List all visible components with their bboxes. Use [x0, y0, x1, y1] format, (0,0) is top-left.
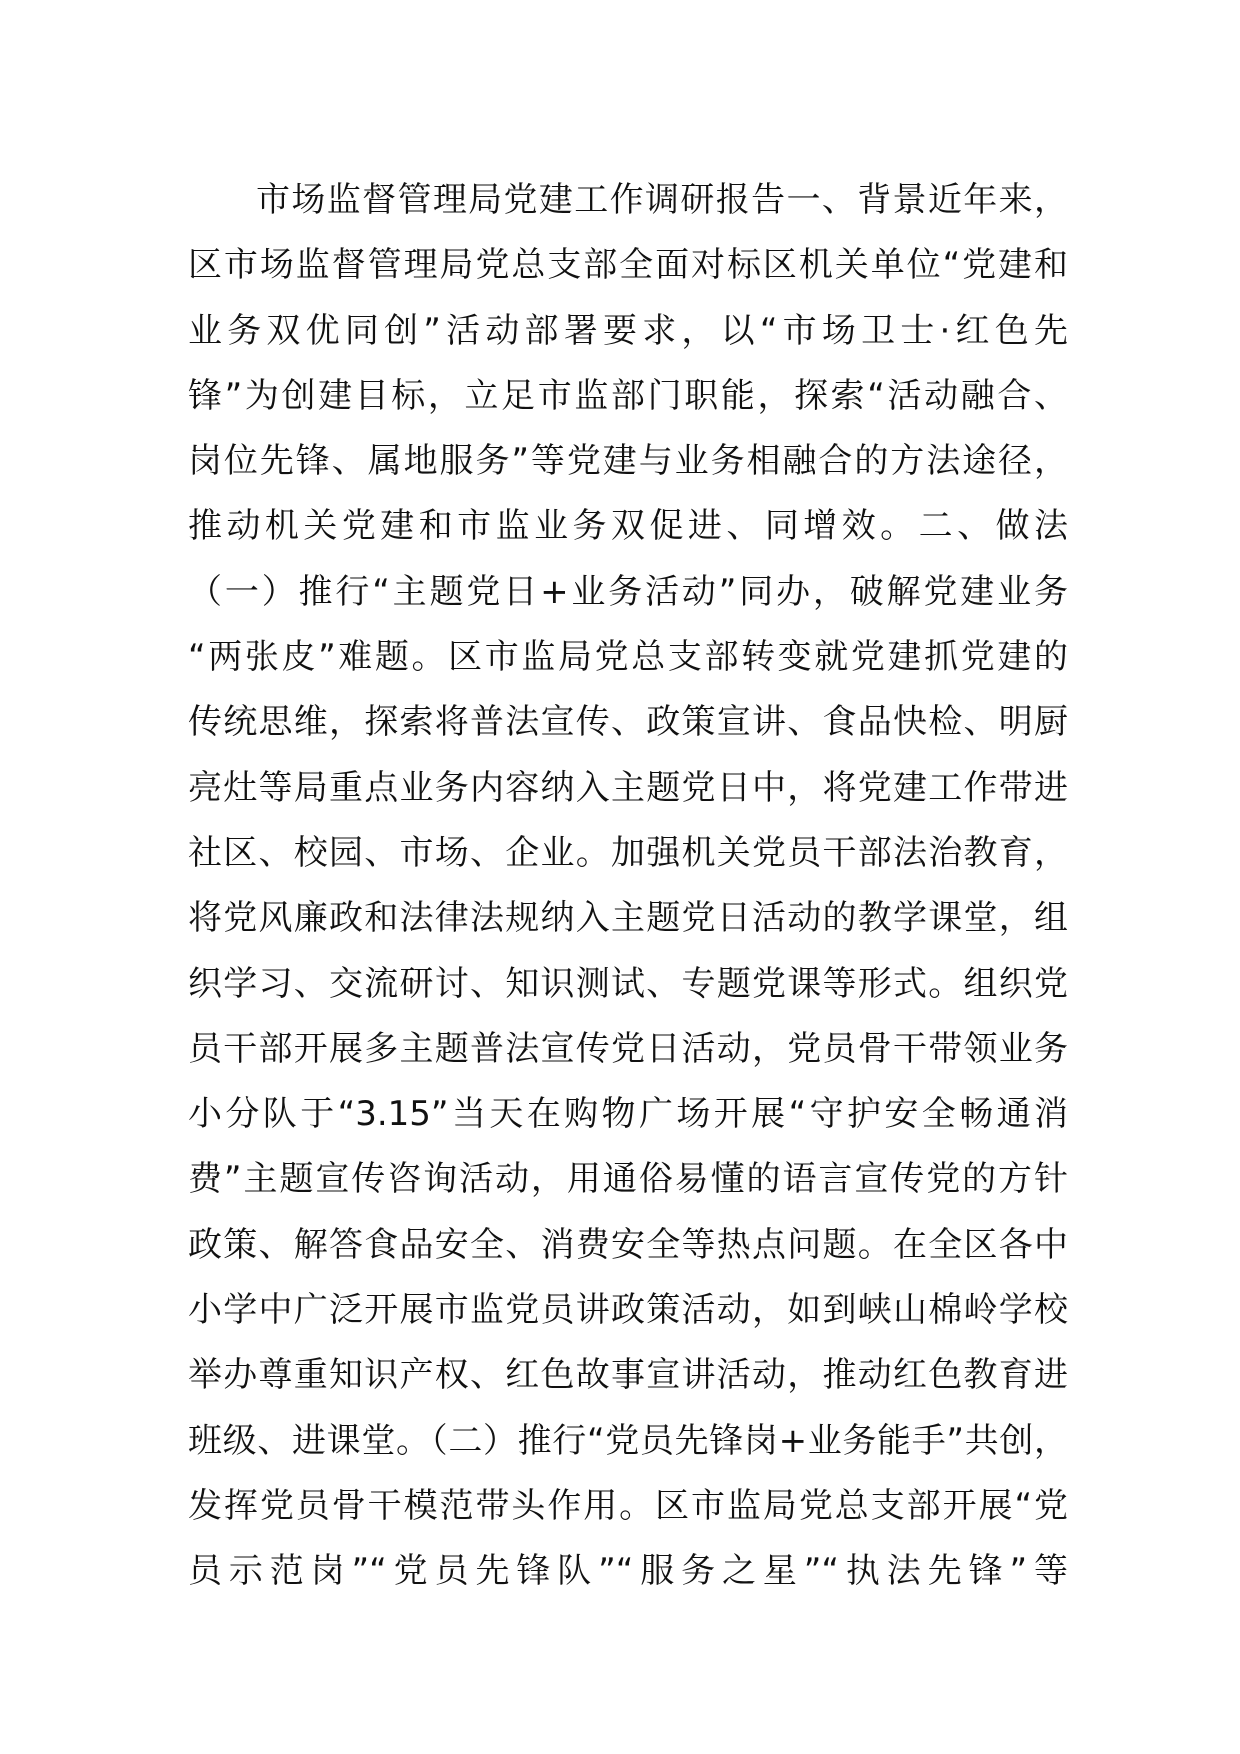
- body-line: 岗位先锋、属地服务”等党建与业务相融合的方法途径，: [188, 441, 1068, 482]
- body-line: 发挥党员骨干模范带头作用。区市监局党总支部开展“党: [188, 1485, 1068, 1526]
- body-line: 将党风廉政和法律法规纳入主题党日活动的教学课堂，组: [188, 898, 1068, 939]
- body-line: 小学中广泛开展市监党员讲政策活动，如到峡山棉岭学校: [188, 1290, 1068, 1331]
- body-line: 举办尊重知识产权、红色故事宣讲活动，推动红色教育进: [188, 1355, 1068, 1396]
- body-line: 推动机关党建和市监业务双促进、同增效。二、做法: [188, 506, 1068, 547]
- body-line: “两张皮”难题。区市监局党总支部转变就党建抓党建的: [188, 637, 1068, 678]
- body-line: 市场监督管理局党建工作调研报告一、背景近年来，: [256, 180, 1068, 220]
- body-line: 业务双优同创”活动部署要求，以“市场卫士·红色先: [188, 310, 1068, 351]
- body-line: 班级、进课堂。（二）推行“党员先锋岗+业务能手”共创，: [188, 1420, 1068, 1461]
- body-line: 员示范岗”“党员先锋队”“服务之星”“执法先锋”等: [188, 1551, 1068, 1592]
- body-line: 费”主题宣传咨询活动，用通俗易懂的语言宣传党的方针: [188, 1159, 1068, 1200]
- report-body: [188, 168, 1068, 1605]
- body-line: 政策、解答食品安全、消费安全等热点问题。在全区各中: [188, 1224, 1068, 1265]
- body-line: （一）推行“主题党日+业务活动”同办，破解党建业务: [188, 571, 1068, 612]
- body-line: 员干部开展多主题普法宣传党日活动，党员骨干带领业务: [188, 1028, 1068, 1069]
- body-line: 织学习、交流研讨、知识测试、专题党课等形式。组织党: [188, 963, 1068, 1004]
- body-line: 社区、校园、市场、企业。加强机关党员干部法治教育，: [188, 832, 1068, 873]
- body-line: 区市场监督管理局党总支部全面对标区机关单位“党建和: [188, 245, 1068, 286]
- body-line: 传统思维，探索将普法宣传、政策宣讲、食品快检、明厨: [188, 702, 1068, 743]
- body-line: 锋”为创建目标，立足市监部门职能，探索“活动融合、: [188, 375, 1068, 416]
- body-line: 亮灶等局重点业务内容纳入主题党日中，将党建工作带进: [188, 767, 1068, 808]
- body-line: 小分队于“3.15”当天在购物广场开展“守护安全畅通消: [188, 1094, 1068, 1135]
